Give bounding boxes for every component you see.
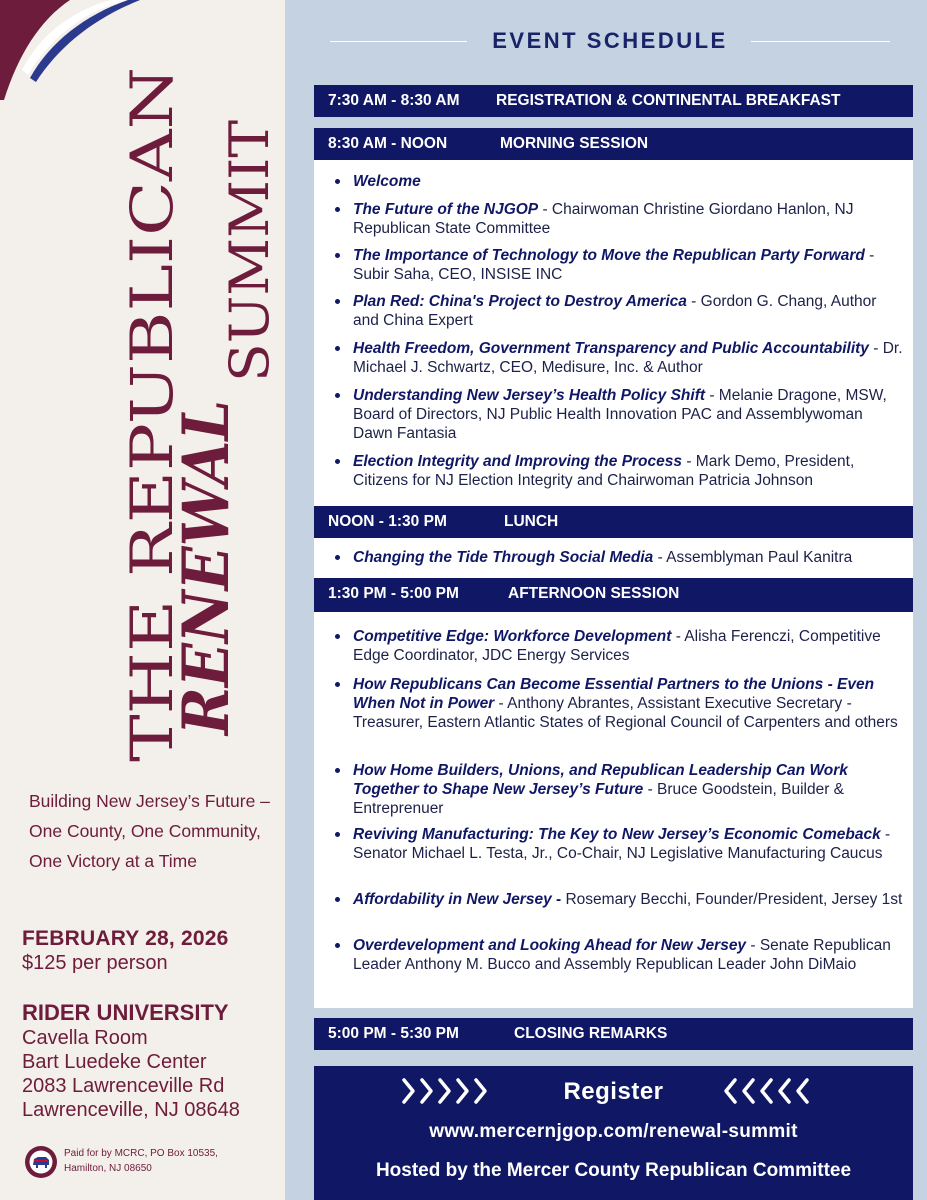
bullet-icon [335, 207, 340, 212]
event-title [60, 60, 285, 770]
session-title: Competitive Edge: Workforce Development [353, 628, 672, 645]
session-detail: - Chairwoman Christine Giordano Hanlon, NJ Republican State Committee [353, 201, 854, 237]
list-item [334, 548, 904, 567]
session-detail: - Senator Michael L. Testa, Jr., Co-Chair, NJ Legislative Manufacturing Caucus [353, 826, 891, 862]
list-item [334, 627, 904, 665]
venue-name: RIDER UNIVERSITY [22, 1000, 229, 1025]
session-title: Overdevelopment and Looking Ahead for New Jersey [353, 937, 747, 954]
session-title: Election Integrity and Improving the Process [353, 453, 683, 470]
list-item [334, 386, 904, 443]
session-detail: - Subir Saha, CEO, INSISE INC [353, 247, 875, 283]
block-time: 1:30 PM - 5:00 PM [328, 585, 459, 602]
session-detail: - Alisha Ferenczi, Competitive Edge Coordinator, JDC Energy Services [353, 628, 881, 664]
schedule-block-closing [314, 1018, 913, 1050]
block-time: NOON - 1:30 PM [328, 513, 447, 530]
left-panel [0, 0, 285, 1200]
title-line-1: THE REPUBLICAN [118, 198, 186, 762]
party-seal-icon [24, 1145, 58, 1179]
bullet-icon [335, 897, 340, 902]
schedule-block-registration [314, 85, 913, 117]
paid-for-line: Hamilton, NJ 08650 [64, 1163, 152, 1174]
session-detail: - Gordon G. Chang, Author and China Expert [353, 293, 877, 329]
session-detail: - Bruce Goodstein, Builder & Entreprenuer [353, 781, 845, 817]
venue-address-line: Cavella Room [22, 1027, 148, 1049]
block-label: AFTERNOON SESSION [508, 585, 680, 602]
venue-address-line: 2083 Lawrenceville Rd [22, 1075, 225, 1097]
session-title: The Future of the NJGOP [353, 201, 539, 218]
bullet-icon [335, 253, 340, 258]
session-title: Health Freedom, Government Transparency and Public Accountability [353, 340, 869, 357]
list-item [334, 339, 904, 377]
venue-address-line: Bart Luedeke Center [22, 1051, 207, 1073]
session-title: Changing the Tide Through Social Media [353, 549, 654, 566]
morning-session-card [314, 160, 913, 506]
session-title: How Home Builders, Unions, and Republican Leadership Can Work Together to Shape New Jersey’s Future [353, 762, 848, 798]
bullet-icon [335, 393, 340, 398]
session-detail: - Assemblyman Paul Kanitra [653, 549, 853, 566]
session-detail: - Mark Demo, President, Citizens for NJ Election Integrity and Chairwoman Patricia Johnson [353, 453, 855, 489]
header-rule [751, 41, 890, 42]
chevrons-left-icon [722, 1076, 814, 1106]
session-detail: - Dr. Michael J. Schwartz, CEO, Medisure, Inc. & Author [353, 340, 903, 376]
session-detail: - Anthony Abrantes, Assistant Executive Secretary - Treasurer, Eastern Atlantic States of Regional Council of Carpenters and others [353, 695, 898, 731]
bullet-icon [335, 299, 340, 304]
schedule-block-lunch [314, 506, 913, 538]
list-item [334, 890, 904, 909]
title-script-word: RENEWAL [169, 363, 244, 735]
bullet-icon [335, 634, 340, 639]
paid-for-line: Paid for by MCRC, PO Box 10535, [64, 1148, 218, 1159]
bullet-icon [335, 179, 340, 184]
session-title: Welcome [353, 173, 421, 190]
event-price: $125 per person [22, 952, 168, 974]
schedule-block-afternoon [314, 578, 913, 612]
list-item [334, 761, 904, 818]
session-title: How Republicans Can Become Essential Partners to the Unions - Even When Not in Power [353, 676, 875, 712]
block-label: CLOSING REMARKS [514, 1025, 668, 1042]
session-title: The Importance of Technology to Move the Republican Party Forward [353, 247, 865, 264]
afternoon-session-card [314, 612, 913, 1008]
list-item [334, 452, 904, 490]
register-link[interactable]: www.mercernjgop.com/renewal-summit [429, 1121, 798, 1142]
list-item [334, 675, 904, 732]
list-item [334, 200, 904, 238]
block-time: 5:00 PM - 5:30 PM [328, 1025, 459, 1042]
block-label: MORNING SESSION [500, 135, 649, 152]
title-line-2: SUMMIT [218, 131, 281, 382]
register-panel [314, 1066, 913, 1200]
session-title: Affordability in New Jersey - [353, 891, 566, 908]
bullet-icon [335, 943, 340, 948]
block-label: LUNCH [504, 513, 559, 530]
list-item [334, 246, 904, 284]
schedule-block-morning [314, 128, 913, 160]
session-title: Plan Red: China's Project to Destroy America [353, 293, 687, 310]
bullet-icon [335, 346, 340, 351]
bullet-icon [335, 832, 340, 837]
session-detail: - Senate Republican Leader Anthony M. Bucco and Assembly Republican Leader John DiMaio [353, 937, 891, 973]
session-detail: Rosemary Becchi, Founder/President, Jersey 1st [565, 891, 903, 908]
lunch-card [314, 538, 913, 578]
block-time: 7:30 AM - 8:30 AM [328, 92, 460, 109]
session-detail: - Melanie Dragone, MSW, Board of Directors, NJ Public Health Innovation PAC and Assemblywoman Dawn Fantasia [353, 387, 887, 442]
session-title: Understanding New Jersey’s Health Policy Shift [353, 387, 706, 404]
bullet-icon [335, 768, 340, 773]
schedule-heading: EVENT SCHEDULE [492, 28, 728, 53]
session-title: Reviving Manufacturing: The Key to New Jersey’s Economic Comeback [353, 826, 881, 843]
list-item [334, 292, 904, 330]
list-item [334, 936, 904, 974]
register-button[interactable]: Register [563, 1078, 664, 1105]
bullet-icon [335, 682, 340, 687]
venue-address-line: Lawrenceville, NJ 08648 [22, 1099, 240, 1121]
list-item [334, 825, 904, 863]
list-item [334, 172, 904, 191]
block-label: REGISTRATION & CONTINENTAL BREAKFAST [496, 92, 841, 109]
paid-for-disclaimer [64, 1146, 264, 1176]
host-credit: Hosted by the Mercer County Republican Committee [375, 1160, 852, 1181]
event-date: FEBRUARY 28, 2026 [22, 927, 229, 950]
bullet-icon [335, 459, 340, 464]
tagline: Building New Jersey’s Future – One County, One Community, One Victory at a Time [29, 791, 270, 871]
schedule-header [330, 28, 890, 54]
bullet-icon [335, 555, 340, 560]
block-time: 8:30 AM - NOON [328, 135, 448, 152]
